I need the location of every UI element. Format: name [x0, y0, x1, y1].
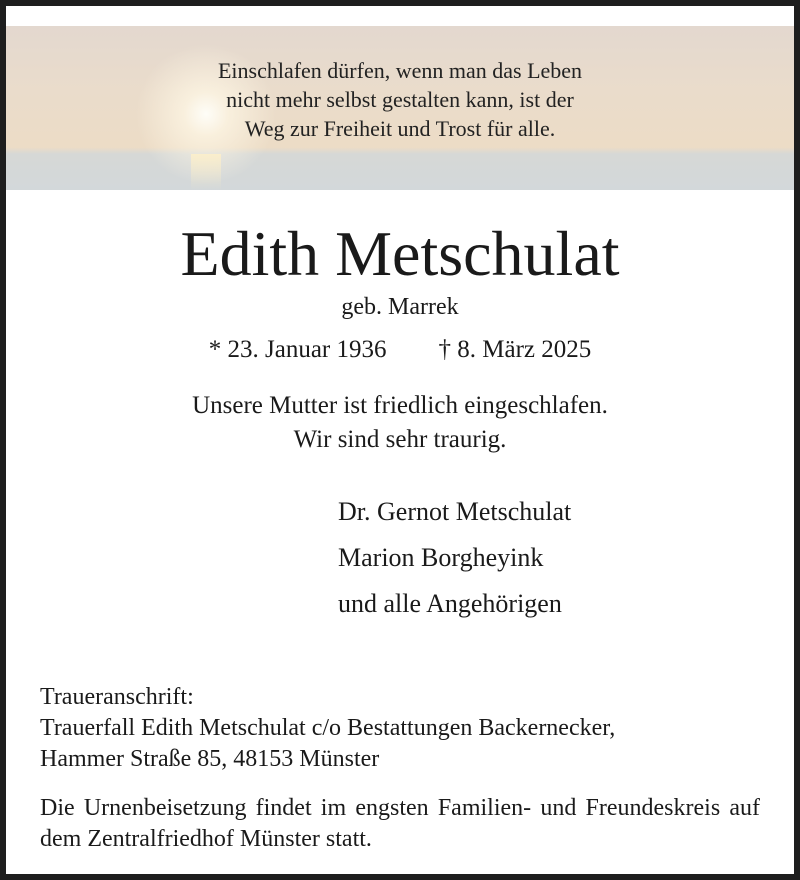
- quote: [6, 56, 794, 143]
- mourner: Marion Borgheyink: [338, 543, 544, 572]
- address-label: Traueranschrift:: [40, 684, 194, 710]
- address-line: Trauerfall Edith Metschulat c/o Bestattungen Backernecker,: [40, 715, 616, 741]
- quote-line: Einschlafen dürfen, wenn man das Leben: [217, 58, 583, 83]
- family-message: [6, 389, 794, 457]
- mourner: Dr. Gernot Metschulat: [338, 497, 572, 526]
- death-date: † 8. März 2025: [438, 336, 592, 363]
- maiden-name: geb. Marrek: [341, 294, 459, 320]
- quote-line: nicht mehr selbst gestalten kann, ist der: [226, 87, 574, 112]
- address-line: Hammer Straße 85, 48153 Münster: [40, 746, 380, 772]
- deceased-name: Edith Metschulat: [180, 218, 620, 289]
- obituary-notice: [6, 6, 794, 874]
- mourners: [338, 489, 571, 627]
- mourning-address: [40, 682, 760, 775]
- quote-line: Weg zur Freiheit und Trost für alle.: [244, 116, 556, 141]
- life-dates: [6, 336, 794, 364]
- sunset-sea-banner: [6, 26, 794, 190]
- sun-reflection: [191, 154, 221, 190]
- message-line: Unsere Mutter ist friedlich eingeschlafen.: [192, 392, 608, 419]
- mourner: und alle Angehörigen: [338, 589, 562, 618]
- birth-date: * 23. Januar 1936: [208, 336, 387, 363]
- burial-notice: Die Urnenbeisetzung findet im engsten Familien- und Freundeskreis auf dem Zentralfriedhof Münster statt.: [40, 795, 760, 852]
- message-line: Wir sind sehr traurig.: [293, 426, 507, 453]
